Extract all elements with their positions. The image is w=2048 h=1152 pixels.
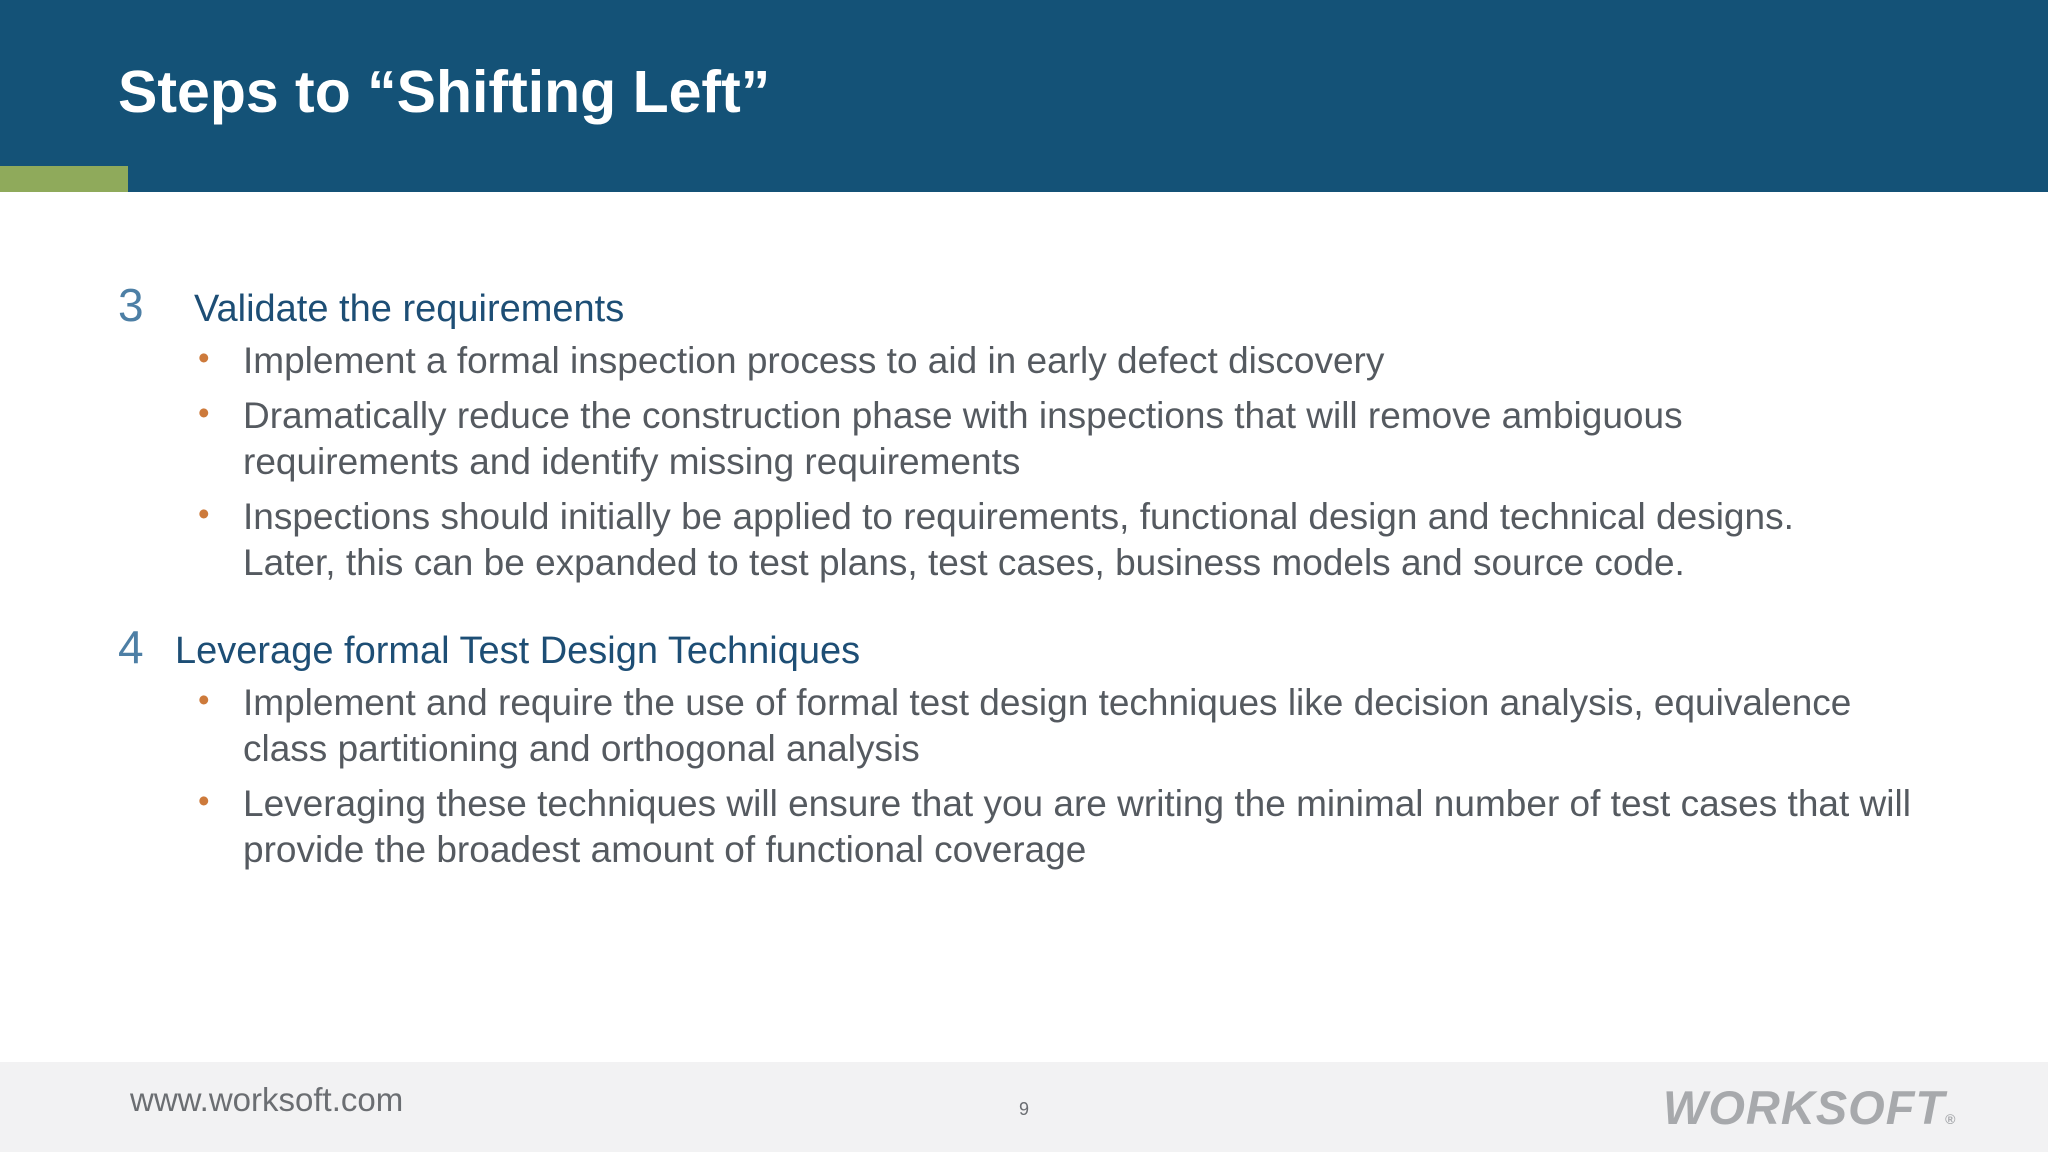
section-number: 4 bbox=[118, 621, 144, 673]
bullet-item bbox=[198, 338, 1883, 384]
bullet-item bbox=[198, 494, 1883, 586]
slide-title: Steps to “Shifting Left” bbox=[118, 59, 771, 125]
logo-text: WORKSOFT bbox=[1663, 1081, 1946, 1134]
section-heading: Leverage formal Test Design Techniques bbox=[175, 630, 861, 672]
bullet-text: Inspections should initially be applied to requirements, functional design and technical designs. Later, this can be expanded to test plans, test cases, business models and source code. bbox=[243, 496, 1794, 583]
bullet-dot-icon: • bbox=[198, 681, 210, 718]
footer-url-link[interactable]: www.worksoft.com bbox=[130, 1081, 404, 1118]
accent-bar bbox=[0, 166, 128, 192]
section-heading: Validate the requirements bbox=[194, 288, 625, 330]
bullet-dot-icon: • bbox=[198, 495, 210, 532]
bullet-dot-icon: • bbox=[198, 339, 210, 376]
slide-footer bbox=[0, 1062, 2048, 1152]
page-number: 9 bbox=[1019, 1099, 1030, 1119]
bullet-item bbox=[198, 393, 1883, 485]
bullet-text: Dramatically reduce the construction phase with inspections that will remove ambiguous requirements and identify missing requirements bbox=[243, 395, 1683, 482]
bullet-text: Leveraging these techniques will ensure that you are writing the minimal number of test cases that will provide the broadest amount of functional coverage bbox=[243, 783, 1911, 870]
bullet-text: Implement a formal inspection process to aid in early defect discovery bbox=[243, 340, 1385, 381]
bullet-dot-icon: • bbox=[198, 782, 210, 819]
bullet-text: Implement and require the use of formal test design techniques like decision analysis, equivalence class partitioning and orthogonal analysis bbox=[243, 682, 1852, 769]
bullet-item bbox=[198, 781, 1923, 873]
bullet-item bbox=[198, 680, 1923, 772]
bullet-list bbox=[198, 680, 1923, 882]
slide-body bbox=[0, 192, 2048, 1062]
registered-mark: ® bbox=[1945, 1111, 1956, 1127]
slide-header bbox=[0, 0, 2048, 192]
bullet-dot-icon: • bbox=[198, 394, 210, 431]
bullet-list bbox=[198, 338, 1883, 595]
section-number: 3 bbox=[118, 279, 144, 331]
worksoft-logo bbox=[1663, 1083, 1955, 1144]
